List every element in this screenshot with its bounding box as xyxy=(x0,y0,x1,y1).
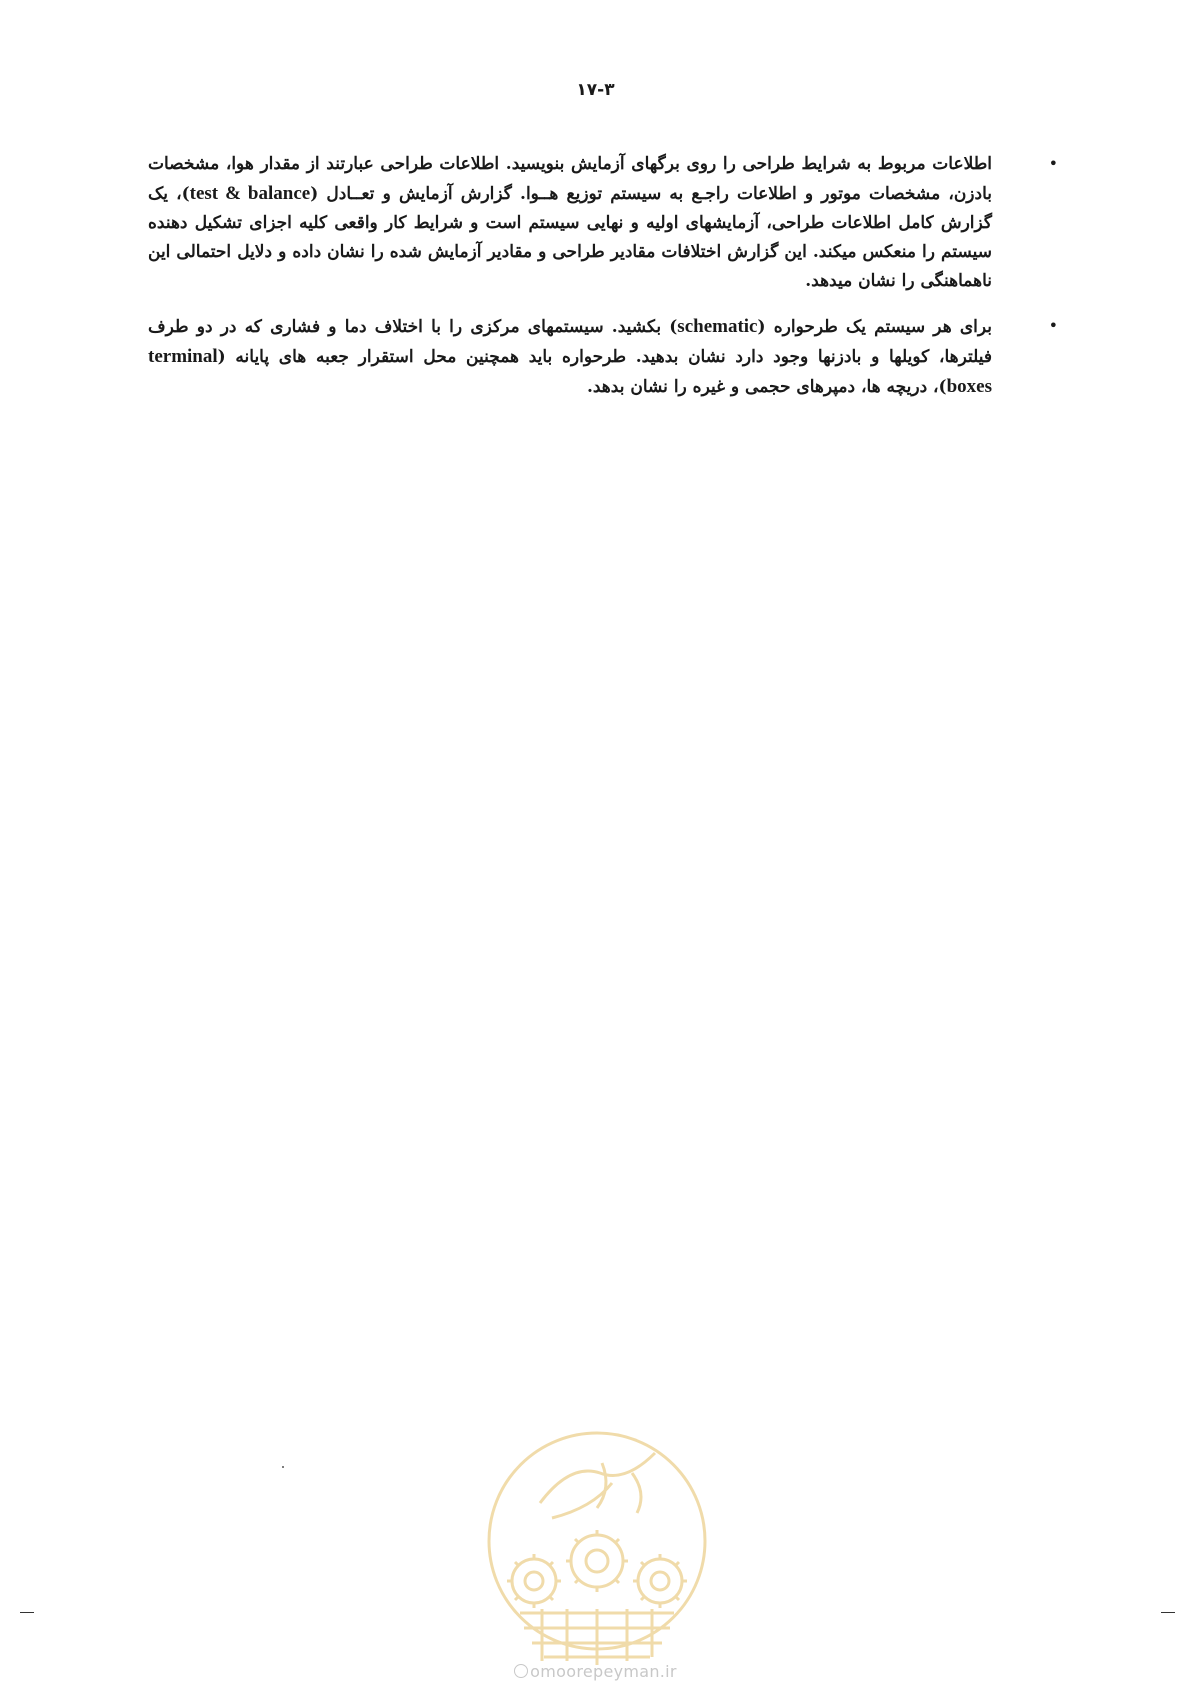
bullet-text-part: برای هر سیستم یک طرحواره ( xyxy=(757,317,992,337)
document-body xyxy=(148,150,1058,418)
bullet-paragraph xyxy=(148,312,992,402)
watermark-logo xyxy=(482,1423,712,1673)
bullet-text-part: )، یک گزارش کامل اطلاعات طراحی، آزمایشهای اولیه و نهایی سیستم است و شرایط کار واقعی کلیه اجزای تشکیل دهنده سیستم را منعکس میکند. این گزارش اختلافات مقادیر طراحی و مقادیر آزمایش شده را نشان داده و دلایل احتمالی این ناهماهنگی را نشان میدهد. xyxy=(148,184,992,291)
bullet-item-design-info xyxy=(148,150,1058,296)
bullet-item-schematic xyxy=(148,312,1058,402)
latin-term: test & balance xyxy=(189,183,311,204)
bullet-text-part: اطلاعات مربوط به شرایط طراحی را روی برگهای آزمایش بنویسید. اطلاعات طراحی عبارتند از مقدار هوا، مشخصات بادزن، مشخصات موتور و اطلاعات راجـع به سیستم توزیع هــوا. گزارش آزمایش و تعــادل ( xyxy=(148,154,992,204)
page-number: ۱۷-۳ xyxy=(576,80,615,100)
margin-mark-left xyxy=(20,1612,34,1613)
watermark-url xyxy=(0,1662,1191,1681)
bullet-paragraph xyxy=(148,150,992,296)
watermark-url-text: omoorepeyman.ir xyxy=(530,1662,677,1681)
bullet-text-part: ) بکشید. سیستمهای مرکزی را با اختلاف دما و فشاری که در دو طرف فیلترها، کویلها و بادزنها وجود دارد نشان بدهید. طرحواره باید همچنین محل استقرار جعبه های پایانه ( xyxy=(148,317,992,367)
margin-mark-right xyxy=(1161,1612,1175,1613)
bullet-marker: • xyxy=(1048,316,1058,335)
bullet-text-part: )، دریچه ها، دمپرهای حجمی و غیره را نشان بدهد. xyxy=(586,377,947,397)
latin-term: terminal boxes xyxy=(148,346,992,397)
bullet-marker: • xyxy=(1048,154,1058,173)
globe-icon xyxy=(514,1664,528,1678)
scan-speck xyxy=(282,1466,284,1468)
latin-term: schematic xyxy=(677,316,758,337)
